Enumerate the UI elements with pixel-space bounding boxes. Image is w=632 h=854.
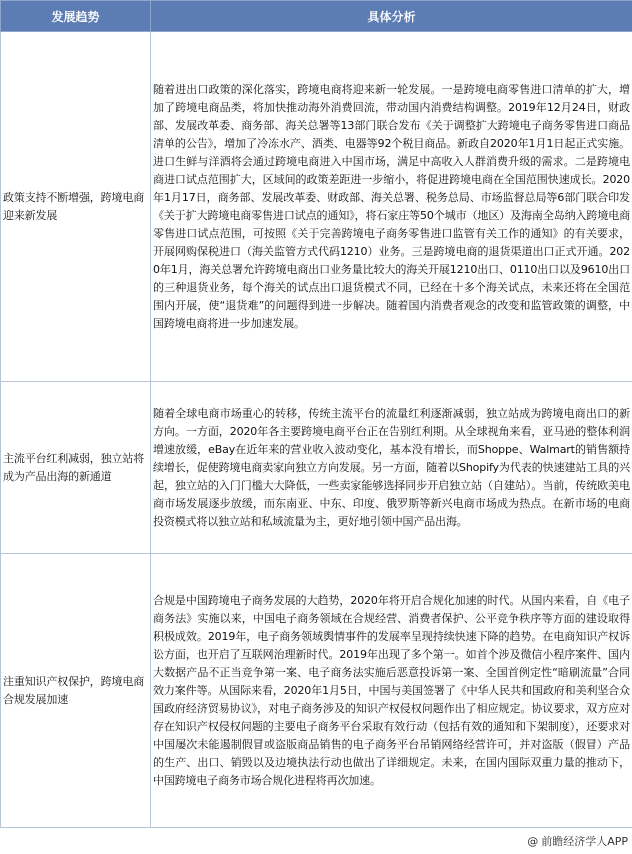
analysis-cell: 合规是中国跨境电子商务发展的大趋势，2020年将开启合规化加速的时代。从国内来看，自《电子商务法》实施以来，中国电子商务领域在合规经营、消费者保护、公平竞争秩序等方面的建设取得积极成效。2019年，电子商务领域舆情事件的发展率呈现持续快速下降的趋势。在电商知识产权诉讼方面，也开启了互联网治理新时代。2019年出现了多个第一。如首个涉及微信小程序案件、国内大数据产品不正当竞争第一案、电子商务法实施后恶意投诉第一案、全国首例定性“暗刷流量”合同效力案件等。从国际来看，2020年1月5日，中国与美国签署了《中华人民共和国政府和美利坚合众国政府经济贸易协议》，对电子商务涉及的知识产权侵权问题作出了相应规定。协议要求，双方应对存在知识产权侵权问题的主要电子商务平台采取有效行动（包括有效的通知和下架制度），还要求对中国屡次未能遏制假冒或盗版商品销售的电子商务平台吊销网络经营许可，并对盗版（假冒）产品的生产、出口、销毁以及边境执法行动也做出了详细规定。未来，在国内国际双重力量的推动下，中国跨境电子商务市场合规化进程将再次加速。	[151, 554, 632, 828]
source-text: 前瞻经济学人APP	[541, 835, 628, 848]
source-credit	[527, 832, 628, 850]
analysis-cell: 随着全球电商市场重心的转移，传统主流平台的流量红利逐渐减弱，独立站成为跨境电商出口的新方向。一方面，2020年各主要跨境电商平台正在告别红利期。从全球视角来看，亚马逊的整体利润增速放缓，eBay在近年来的营业收入波动变化，基本没有增长，而Shoppe、Walmart的销售额持续增长，促使跨境电商卖家向独立方向发展。另一方面，随着以Shopify为代表的快速建站工具的兴起，独立站的入门门槛大大降低，一些卖家能够选择同步开启独立站（自建站）。当前，传统欧美电商市场发展逐步放缓，而东南亚、中东、印度、俄罗斯等新兴电商市场成为热点。在新市场的电商投资模式将以独立站和私域流量为主，更好地引领中国产品出海。	[151, 382, 632, 554]
header-trend: 发展趋势	[1, 1, 151, 32]
table-row	[1, 32, 632, 382]
table-header-row	[1, 1, 632, 32]
table-row	[1, 554, 632, 828]
table-row	[1, 382, 632, 554]
trend-name-cell: 政策支持不断增强，跨境电商迎来新发展	[1, 32, 151, 382]
header-analysis: 具体分析	[151, 1, 632, 32]
trend-name-cell: 注重知识产权保护，跨境电商合规发展加速	[1, 554, 151, 828]
trend-name-cell: 主流平台红利减弱，独立站将成为产品出海的新通道	[1, 382, 151, 554]
analysis-cell: 随着进出口政策的深化落实，跨境电商将迎来新一轮发展。一是跨境电商零售进口清单的扩大，增加了跨境电商品类，将加快推动海外消费回流，带动国内消费结构调整。2019年12月24日，财政部、发展改革委、商务部、海关总署等13部门联合发布《关于调整扩大跨境电子商务零售进口商品清单的公告》，增加了冷冻水产、酒类、电器等92个税目商品。新政自2020年1月1日起正式实施。进口生鲜与洋酒将会通过跨境电商进入中国市场，满足中高收入人群消费升级的需求。二是跨境电商进口试点范围扩大，区域间的政策差距进一步缩小，将促进跨境电商在全国范围快速成长。2020年1月17日，商务部、发展改革委、财政部、海关总署、税务总局、市场监督总局等6部门联合印发《关于扩大跨境电商零售进口试点的通知》，将石家庄等50个城市（地区）及海南全岛纳入跨境电商零售进口试点范围，可按照《关于完善跨境电子商务零售进口监管有关工作的通知》的有关要求，开展网购保税进口（海关监管方式代码1210）业务。三是跨境电商的退货渠道出口正式开通。2020年1月，海关总署允许跨境电商出口业务量比较大的海关开展1210出口、0110出口以及9610出口的三种退货业务，每个海关的试点出口退货模式不同，已经在十多个海关试点，未来还将在全国范围内开展，使“退货难”的问题得到进一步解决。随着国内消费者观念的改变和监管政策的调整，中国跨境电商将进一步加速发展。	[151, 32, 632, 382]
at-icon: @	[527, 834, 539, 848]
